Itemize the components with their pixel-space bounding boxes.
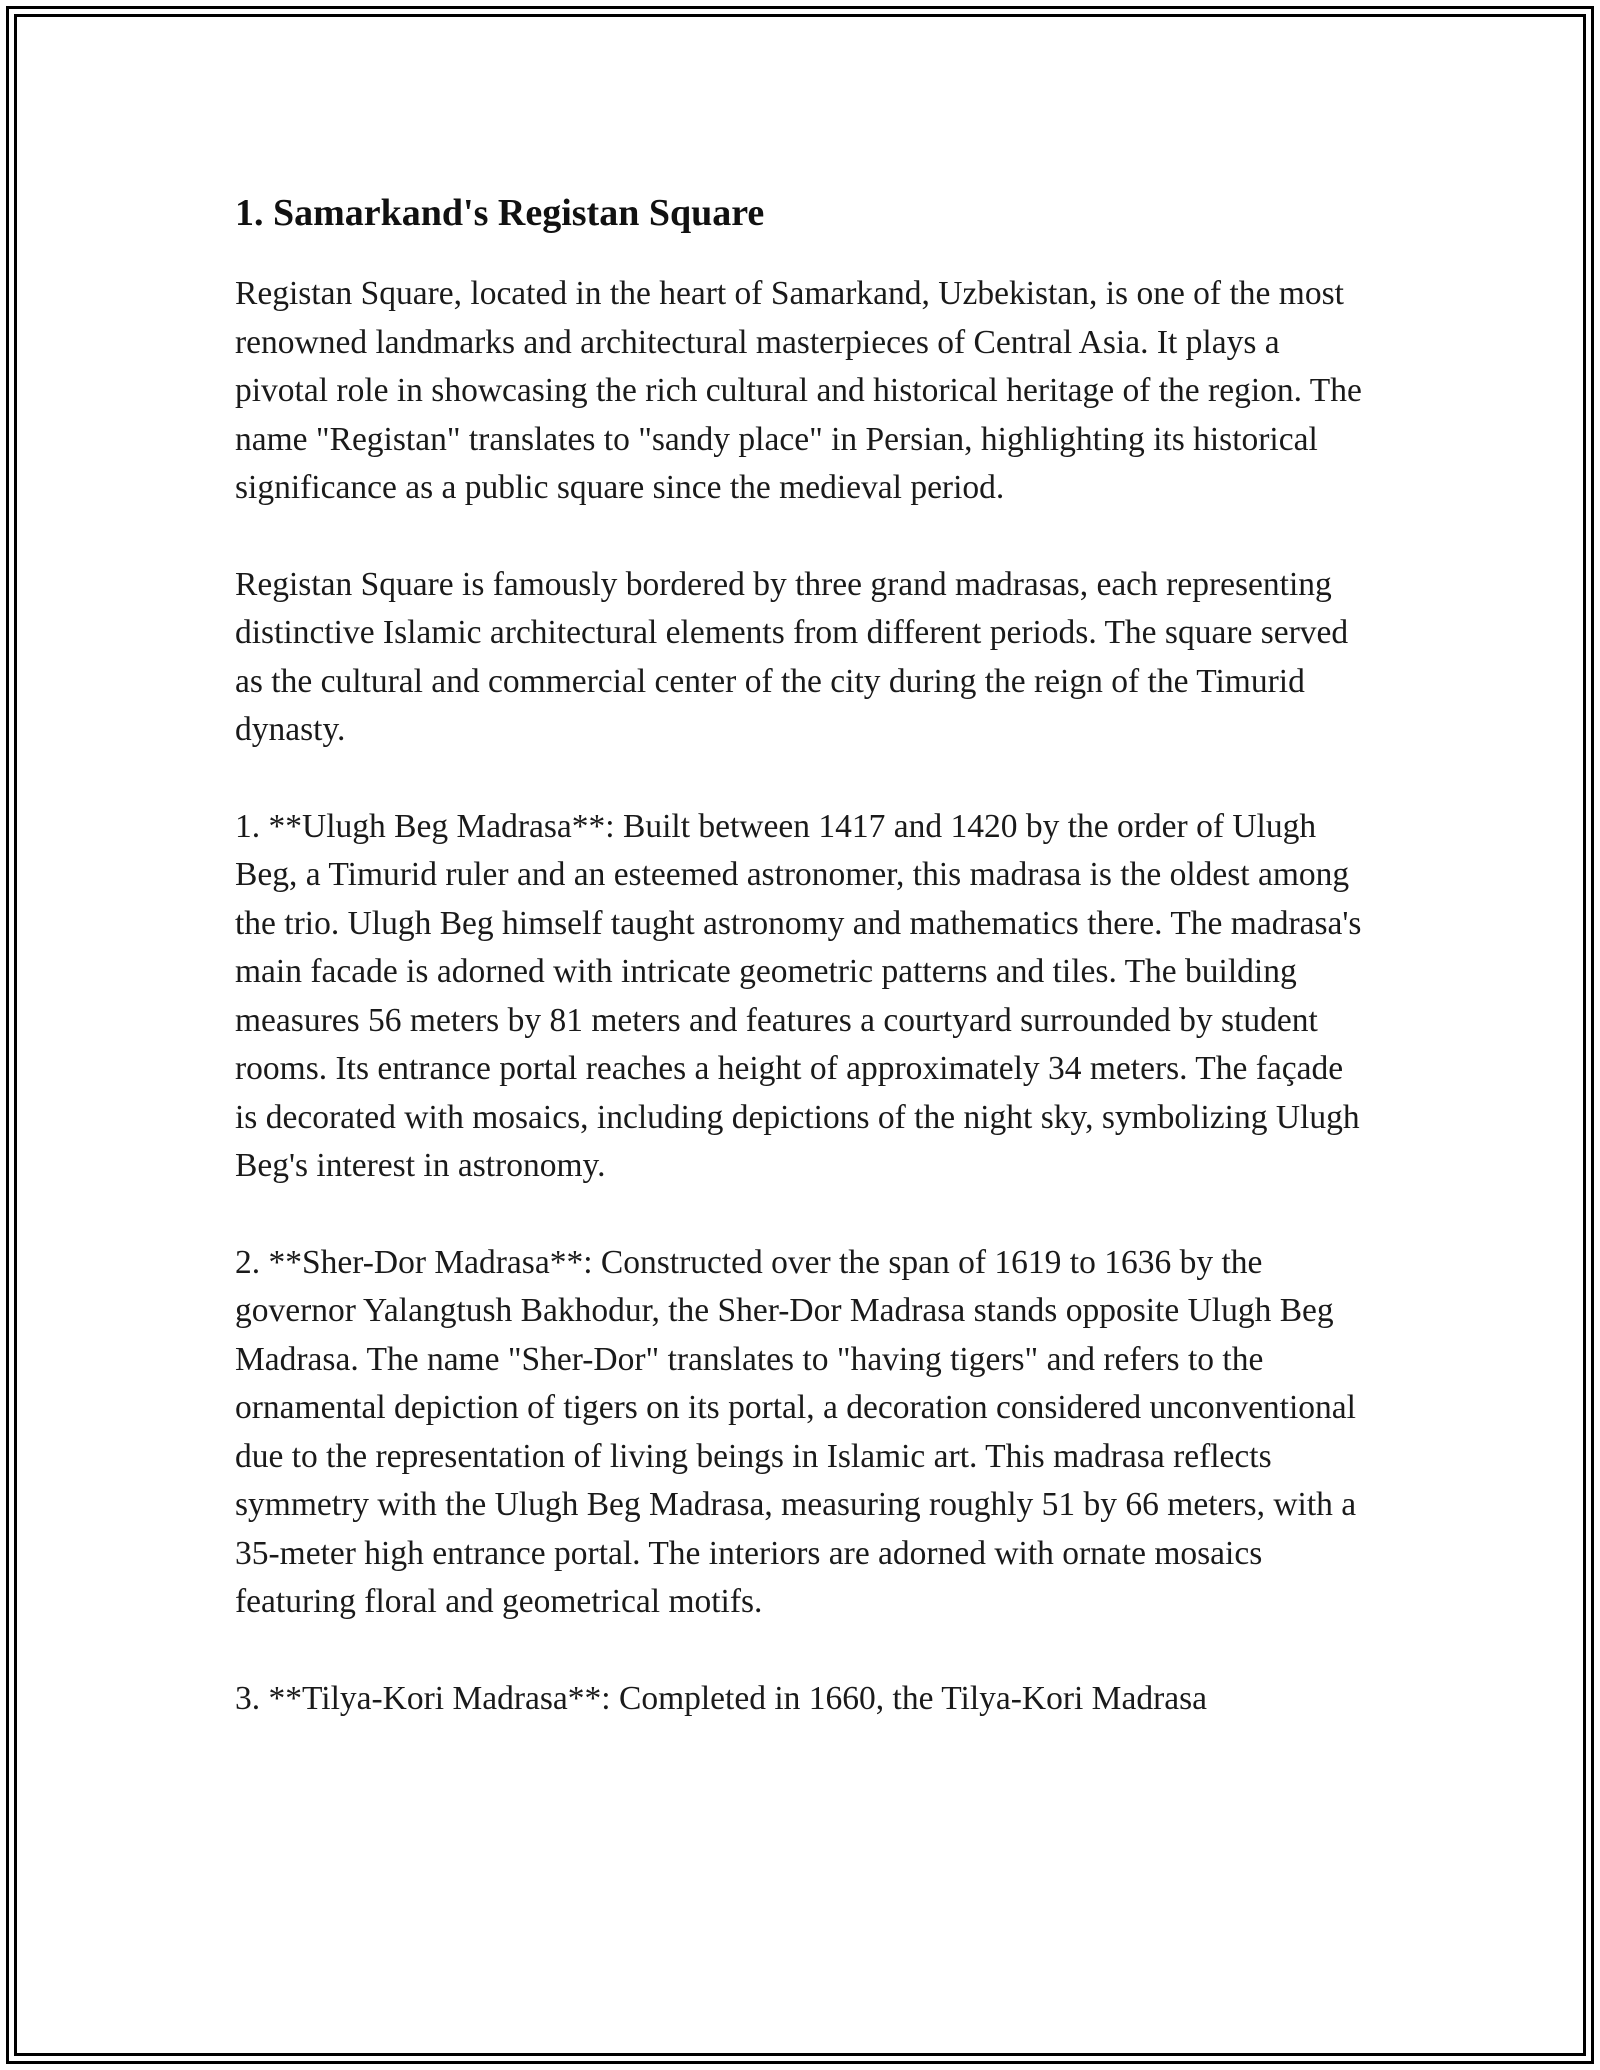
ulugh-beg-madrasa-paragraph: 1. **Ulugh Beg Madrasa**: Built between 1417 and 1420 by the order of Ulugh Beg, a Timurid ruler and an esteemed astronomer, this madrasa is the oldest among the trio. Ulugh Beg himself taught astronomy and mathematics there. The madrasa's main facade is adorned with intricate geometric patterns and tiles. The building measures 56 meters by 81 meters and features a courtyard surrounded by student rooms. Its entrance portal reaches a height of approximately 34 meters. The façade is decorated with mosaics, including depictions of the night sky, symbolizing Ulugh Beg's interest in astronomy.: [235, 807, 1362, 1184]
intro-paragraph: Registan Square, located in the heart of Samarkand, Uzbekistan, is one of the most renowned landmarks and architectural masterpieces of Central Asia. It plays a pivotal role in showcasing the rich cultural and historical heritage of the region. The name "Registan" translates to "sandy place" in Persian, highlighting its historical significance as a public square since the medieval period.: [235, 275, 1362, 506]
tilya-kori-madrasa-paragraph: 3. **Tilya-Kori Madrasa**: Completed in 1660, the Tilya-Kori Madrasa: [235, 1679, 1208, 1717]
madrasas-overview-paragraph: Registan Square is famously bordered by three grand madrasas, each representing distinctive Islamic architectural elements from different periods. The square served as the cultural and commercial center of the city during the reign of the Timurid dynasty.: [235, 565, 1349, 748]
document-body: [235, 186, 1370, 1723]
sher-dor-madrasa-paragraph: 2. **Sher-Dor Madrasa**: Constructed over the span of 1619 to 1636 by the governor Yalangtush Bakhodur, the Sher-Dor Madrasa stands opposite Ulugh Beg Madrasa. The name "Sher-Dor" translates to "having tigers" and refers to the ornamental depiction of tigers on its portal, a decoration considered unconventional due to the representation of living beings in Islamic art. This madrasa reflects symmetry with the Ulugh Beg Madrasa, measuring roughly 51 by 66 meters, with a 35-meter high entrance portal. The interiors are adorned with ornate mosaics featuring floral and geometrical motifs.: [235, 1243, 1357, 1620]
section-heading: 1. Samarkand's Registan Square: [235, 192, 765, 234]
